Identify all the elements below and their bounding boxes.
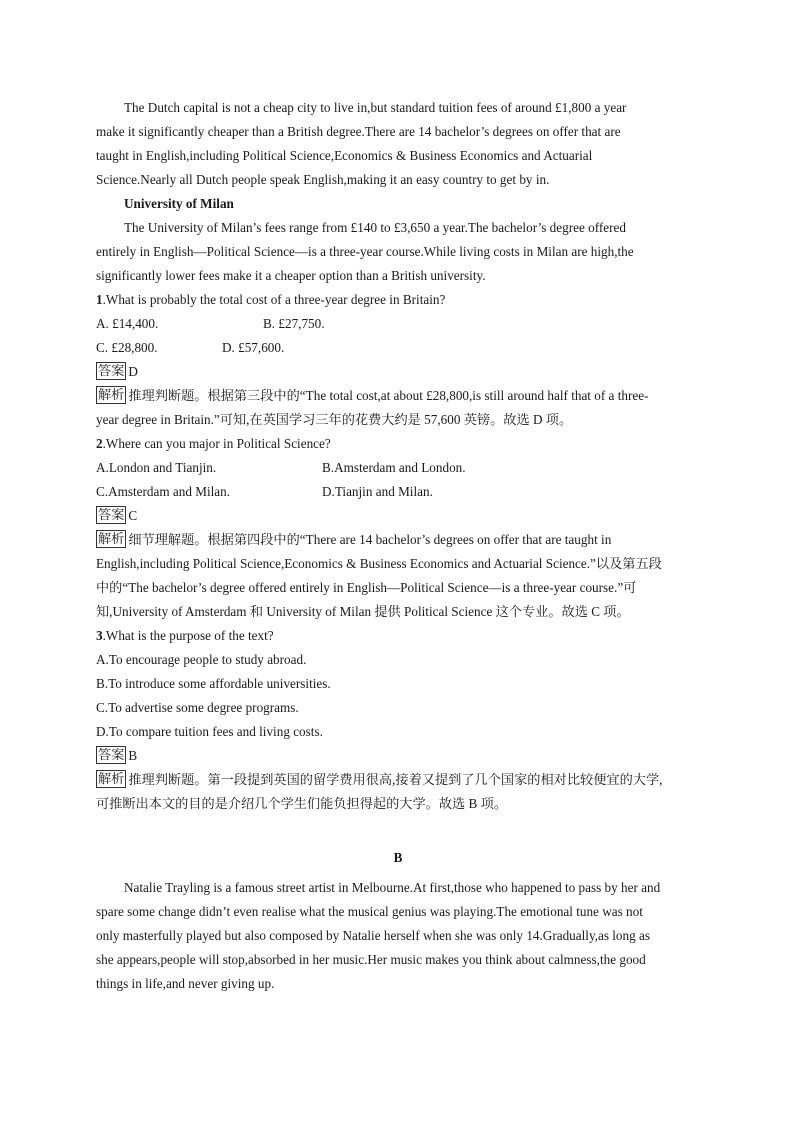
analysis-line: English,including Political Science,Economics & Business Economics and Actuarial Science.”以及第五段 xyxy=(96,556,662,571)
option-b: B. £27,750. xyxy=(263,316,325,331)
options-row xyxy=(96,336,700,360)
answer-value: B xyxy=(128,748,138,763)
analysis-line: 可推断出本文的目的是介绍几个学生们能负担得起的大学。故选 B 项。 xyxy=(96,796,508,811)
question-number: 3 xyxy=(96,628,103,643)
analysis-label: 解析 xyxy=(98,771,125,786)
options-row xyxy=(96,456,700,480)
text-line: she appears,people will stop,absorbed in her music.Her music makes you think about calmness,the good xyxy=(96,952,646,967)
text-line: make it significantly cheaper than a British degree.There are 14 bachelor’s degrees on offer that are xyxy=(96,124,621,139)
text-line: spare some change didn’t even realise what the musical genius was playing.The emotional tune was not xyxy=(96,904,643,919)
question-text: .Where can you major in Political Science? xyxy=(102,436,331,451)
question-number: 2 xyxy=(96,436,103,451)
analysis-text: 细节理解题。根据第四段中的“There are 14 bachelor’s degrees on offer that are taught in xyxy=(128,532,612,547)
text-line: things in life,and never giving up. xyxy=(96,976,275,991)
question-2 xyxy=(96,432,700,624)
analysis-line: 知,University of Amsterdam 和 University of Milan 提供 Political Science 这个专业。故选 C 项。 xyxy=(96,604,630,619)
question-stem xyxy=(96,432,700,456)
section-title-b: B xyxy=(393,850,403,865)
answer-label: 答案 xyxy=(98,363,125,378)
text-line: taught in English,including Political Science,Economics & Business Economics and Actuarial xyxy=(96,148,593,163)
option-c: C.Amsterdam and Milan. xyxy=(96,484,231,499)
analysis-label: 解析 xyxy=(98,531,125,546)
option-c: C.To advertise some degree programs. xyxy=(96,700,299,715)
question-number: 1 xyxy=(96,292,103,307)
analysis-line xyxy=(96,384,700,408)
text-line: significantly lower fees make it a cheaper option than a British university. xyxy=(96,268,486,283)
option-a: A. £14,400. xyxy=(96,316,159,331)
analysis-text: 推理判断题。根据第三段中的“The total cost,at about £28,800,is still around half that of a three- xyxy=(128,388,649,403)
option-c: C. £28,800. xyxy=(96,340,158,355)
options-row xyxy=(96,480,700,504)
paragraph-milan xyxy=(96,216,700,288)
text-line: The Dutch capital is not a cheap city to live in,but standard tuition fees of around £1,800 a year xyxy=(124,100,627,115)
answer-line xyxy=(96,504,700,528)
question-3 xyxy=(96,624,700,816)
text-line: only masterfully played but also composed by Natalie herself when she was only 14.Gradually,as long as xyxy=(96,928,650,943)
text-line: entirely in English—Political Science—is a three-year course.While living costs in Milan are high,the xyxy=(96,244,634,259)
question-stem xyxy=(96,288,700,312)
question-text: .What is probably the total cost of a three-year degree in Britain? xyxy=(102,292,446,307)
analysis-text: 推理判断题。第一段提到英国的留学费用很高,接着又提到了几个国家的相对比较便宜的大学, xyxy=(128,772,663,787)
question-stem xyxy=(96,624,700,648)
option-d: D.To compare tuition fees and living costs. xyxy=(96,724,323,739)
option-a: A.London and Tianjin. xyxy=(96,460,217,475)
option-a: A.To encourage people to study abroad. xyxy=(96,652,307,667)
option-b: B.Amsterdam and London. xyxy=(322,460,466,475)
answer-value: C xyxy=(128,508,138,523)
option-d: D. £57,600. xyxy=(222,340,285,355)
text-line: The University of Milan’s fees range from £140 to £3,650 a year.The bachelor’s degree offered xyxy=(124,220,626,235)
paragraph-natalie xyxy=(96,876,700,996)
answer-value: D xyxy=(128,364,138,379)
analysis-line: year degree in Britain.”可知,在英国学习三年的花费大约是 57,600 英镑。故选 D 项。 xyxy=(96,412,573,427)
option-d: D.Tianjin and Milan. xyxy=(322,484,433,499)
text-line: Science.Nearly all Dutch people speak English,making it an easy country to get by in. xyxy=(96,172,550,187)
analysis-line: 中的“The bachelor’s degree offered entirely in English—Political Science—is a three-year course.”可 xyxy=(96,580,637,595)
analysis-label: 解析 xyxy=(98,387,125,402)
answer-line xyxy=(96,360,700,384)
answer-line xyxy=(96,744,700,768)
option-b: B.To introduce some affordable universities. xyxy=(96,676,331,691)
paragraph-dutch xyxy=(96,96,700,192)
question-text: .What is the purpose of the text? xyxy=(102,628,274,643)
question-1 xyxy=(96,288,700,432)
answer-label: 答案 xyxy=(98,507,125,522)
document-page xyxy=(96,96,700,996)
text-line: Natalie Trayling is a famous street artist in Melbourne.At first,those who happened to pass by her and xyxy=(124,880,661,895)
options-row xyxy=(96,312,700,336)
answer-label: 答案 xyxy=(98,747,125,762)
analysis-line xyxy=(96,528,700,552)
section-heading-milan: University of Milan xyxy=(124,196,234,211)
analysis-line xyxy=(96,768,700,792)
